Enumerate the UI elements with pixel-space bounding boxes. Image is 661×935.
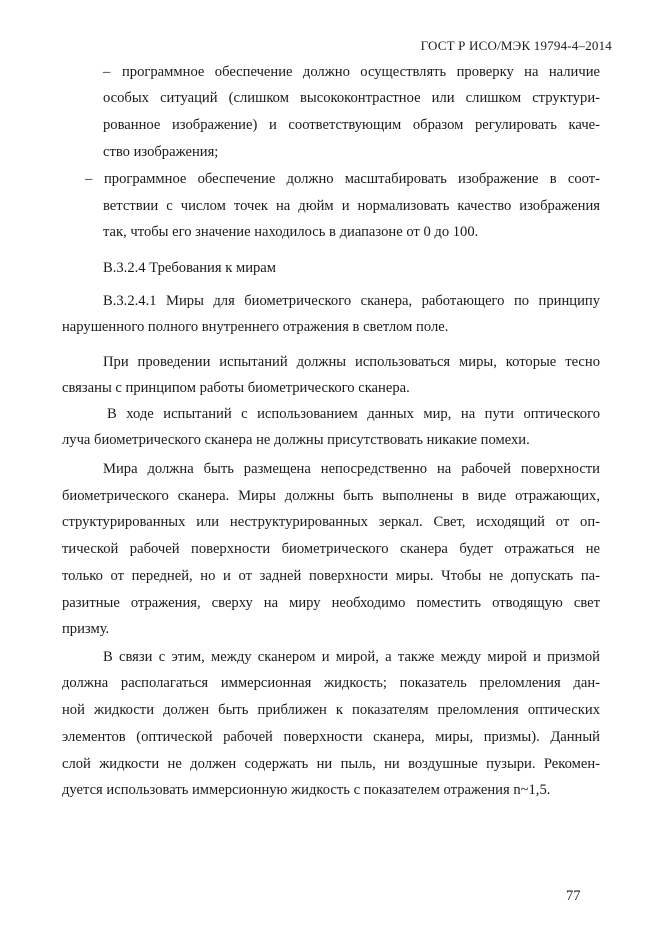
paragraph-line: связаны с принципом работы биометрического сканера. xyxy=(62,380,410,396)
list-marker: – xyxy=(103,64,111,80)
paragraph-line: элементов (оптической рабочей поверхности сканера, миры, призмы). Данный xyxy=(62,729,600,745)
section-heading: В.3.2.4 Требования к мирам xyxy=(103,260,277,276)
paragraph-line: В связи с этим, между сканером и мирой, а также между мирой и призмой xyxy=(103,649,600,665)
paragraph-line: биометрического сканера. Миры должны быть выполнены в виде отражающих, xyxy=(62,488,600,504)
paragraph-line: структурированных или неструктурированных зеркал. Свет, исходящий от оп- xyxy=(62,514,600,530)
list-item-1-line: программное обеспечение должно осуществлять проверку на наличие xyxy=(122,64,600,80)
document-header: ГОСТ Р ИСО/МЭК 19794-4–2014 xyxy=(420,38,612,53)
paragraph-line: В ходе испытаний с использованием данных мир, на пути оптического xyxy=(107,406,600,422)
paragraph-line: разитные отражения, сверху на миру необходимо поместить отводящую свет xyxy=(62,595,600,611)
list-marker: – xyxy=(85,171,93,187)
paragraph-line: только от передней, но и от задней поверхности миры. Чтобы не допускать па- xyxy=(62,568,600,584)
paragraph-line: слой жидкости не должен содержать ни пыль, ни воздушные пузыри. Рекомен- xyxy=(62,756,600,772)
paragraph-line: При проведении испытаний должны использоваться миры, которые тесно xyxy=(103,354,600,370)
paragraph-line: нарушенного полного внутреннего отражения в светлом поле. xyxy=(62,319,449,335)
paragraph-line: дуется использовать иммерсионную жидкость с показателем отражения n~1,5. xyxy=(62,782,551,798)
paragraph-line: тической рабочей поверхности биометрического сканера будет отражаться не xyxy=(62,541,600,557)
list-item-2-line: программное обеспечение должно масштабировать изображение в соот- xyxy=(104,171,600,187)
list-item-2-line: так, чтобы его значение находилось в диапазоне от 0 до 100. xyxy=(103,224,479,240)
paragraph-line: ной жидкости должен быть приближен к показателям преломления оптических xyxy=(62,702,600,718)
list-item-1-line: особых ситуаций (слишком высококонтрастное или слишком структури- xyxy=(103,90,600,106)
paragraph-line: должна располагаться иммерсионная жидкость; показатель преломления дан- xyxy=(62,675,600,691)
paragraph-line: В.3.2.4.1 Миры для биометрического сканера, работающего по принципу xyxy=(103,293,600,309)
list-item-2-line: ветствии с числом точек на дюйм и нормализовать качество изображения xyxy=(103,198,600,214)
paragraph-line: призму. xyxy=(62,621,110,637)
list-item-1-line: рованное изображение) и соответствующим образом регулировать каче- xyxy=(103,117,600,133)
paragraph-line: луча биометрического сканера не должны присутствовать никакие помехи. xyxy=(62,432,530,448)
list-item-1-line: ство изображения; xyxy=(103,144,219,160)
page-number: 77 xyxy=(566,888,581,904)
paragraph-line: Мира должна быть размещена непосредственно на рабочей поверхности xyxy=(103,461,600,477)
